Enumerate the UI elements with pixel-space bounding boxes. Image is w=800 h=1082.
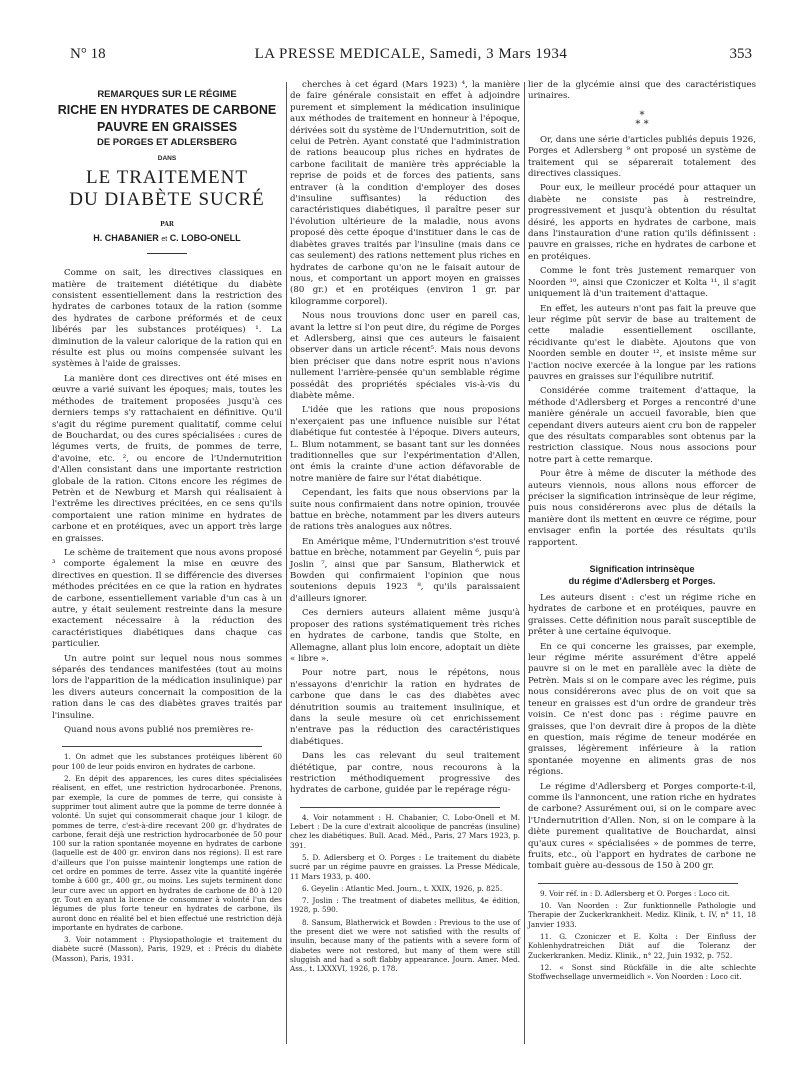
section-title-line-1: Signification intrinsèque [589, 564, 695, 575]
paragraph: Ces derniers auteurs allaient même jusqu'à proposer des rations systématiquement très riches en hydrates de carbone, tandis que Stolte, en Allemagne, allant plus loin encore, adoptait un diète « libre ». [290, 608, 520, 664]
section-title-line-2: du régime d'Adlersberg et Porges. [568, 576, 716, 587]
col3-body-c [528, 593, 756, 873]
paragraph: Pour eux, le meilleur procédé pour attaquer un diabète ne consiste pas à restreindre, progressivement et jusqu'à obtention du résultat désiré, les apports en hydrates de carbone, mais dans l'instauration d'une ration qu'ils définissent : pauvre en graisses, riche en hydrates de carbone et en protéiques. [528, 183, 756, 262]
col2-footnotes [290, 813, 520, 974]
title-big-2: DU DIABÈTE SUCRÉ [69, 189, 265, 211]
paragraph: En ce qui concerne les graisses, par exemple, leur régime mérite assurément d'être appelé pauvre si on le met en parallèle avec la diète de Petrèn. Mais si on le compare avec les régime, puis nous considérerons avec plus de on voit que sa teneur en graisses est d'un ordre de grandeur très voisin. Ce n'est donc pas : régime pauvre en graisses, que l'on devrait dire à propos de la diète en question, mais régime de teneur modérée en graisses, légèrement inférieure à la ration spontanée moyenne en aliments gras de nos régions. [528, 641, 756, 778]
title-line-3: PAUVRE EN GRAISSES [96, 120, 238, 134]
paragraph: Quand nous avons publié nos premières re- [64, 725, 254, 736]
paragraph: Considérée comme traitement d'attaque, la méthode d'Adlersberg et Porges a rencontré d'une manière générale un accueil favorable, bien que cependant divers auteurs aient cru bon de rappeler que des résultats comparables sont obtenus par la restriction classique. Nous nous associons pour notre part à cette remarque. [528, 386, 756, 465]
author-et: et [161, 235, 168, 243]
col3-body-b [528, 135, 756, 549]
paragraph: Le schème de traitement que nous avons proposé ³ comporte également la mise en œuvre des directives en question. Il se différencie des diverses méthodes précitées en ce que la ration en hydrates de carbone, essentiellement variable d'un cas à un autre, y était seulement restreinte dans la mesure exactement nécessaire à la réduction des caractéristiques diabétiques dans chaque cas particulier. [52, 547, 282, 650]
paragraph: En effet, les auteurs n'ont pas fait la preuve que leur régime pût servir de base au traitement de cette maladie essentiellement oscillante, récidivante qu'est le diabète. Ajoutons que von Noorden semble en douter ¹², et insiste même sur l'action nocive exercée à la longue par les rations pauvres en graisses sur l'équilibre nutritif. [528, 303, 756, 382]
paragraph: Pour notre part, nous le répétons, nous n'essayons d'enrichir la ration en hydrates de carbone que dans le cas des diabètes avec dénutrition soumis au traitement insulinique, et dans la seule mesure où cet enrichissement n'entrave pas la réduction des caractéristiques diabétiques. [290, 668, 520, 747]
footnote: 3. Voir notamment : Physiopathologie et traitement du diabète sucré (Masson), Paris, 1929, et : Précis du diabète (Masson), Paris, 1931. [52, 935, 282, 963]
column-rule-1 [286, 82, 287, 1044]
col3-body-a [528, 80, 756, 103]
paragraph: lier de la glycémie ainsi que des caractéristiques urinaires. [528, 80, 756, 102]
title-dans: DANS [157, 155, 177, 162]
footnote-rule [62, 746, 262, 747]
paragraph: En Amérique même, l'Undernutrition s'est trouvé battue en brèche, notamment par Geyelin ⁶, puis par Joslin ⁷, ainsi que par Sansum, Blatherwick et Bowden qui confirmaient l'opinion que nous soutenions depuis 1923 ⁸, qu'ils paraissaient d'ailleurs ignorer. [290, 536, 520, 604]
author-2: C. LOBO-ONELL [169, 232, 241, 243]
paragraph: Un autre point sur lequel nous nous sommes séparés des tendances manifestées (tout au moins lors de l'apparition de la médication insulinique) par les divers auteurs concernait la composition de la ration dans le cas des diabètes graves traités par l'insuline. [52, 653, 282, 721]
column-1 [52, 80, 282, 966]
title-rule [147, 253, 187, 254]
col1-body [52, 268, 282, 736]
section-stars: * * * [635, 109, 649, 130]
page-number: 353 [729, 46, 752, 62]
paragraph: Or, dans une série d'articles publiés depuis 1926, Porges et Adlersberg ⁹ ont proposé un système de traitement qui se séparerait totalement des directives classiques. [528, 134, 756, 180]
title-line-1: REMARQUES SUR LE RÉGIME [97, 89, 237, 100]
paragraph: Comme le font très justement remarquer von Noorden ¹⁰, ainsi que Czoniczer et Kolta ¹¹, il s'agit uniquement là d'un traitement d'attaque. [528, 266, 756, 300]
footnote: 1. On admet que les substances protéiques libèrent 60 pour 100 de leur poids environ en hydrates de carbone. [52, 752, 282, 771]
column-3 [528, 80, 756, 984]
page-header [70, 46, 752, 68]
title-big-1: LE TRAITEMENT [86, 167, 248, 189]
footnote: 10. Van Noorden : Zur funktionnelle Pathologie und Therapie der Zuckerkrankheit. Mediz. Klinik, t. IV, n° 11, 18 Janvier 1933. [528, 901, 756, 929]
footnote: 5. D. Adlersberg et O. Porges : Le traitement du diabète sucré par un régime pauvre en graisses. La Presse Médicale, 11 Mars 1933, p. 400. [290, 852, 520, 881]
paragraph: La manière dont ces directives ont été mises en œuvre a varié suivant les époques; mais, toutes les méthodes de traitement proposées jusqu'à ces derniers temps s'y rattachaient en définitive. Qu'il s'agit du régime purement qualitatif, comme celui de Bouchardat, ou des cures spécialisées : cures de légumes verts, de fruits, de pommes de terre, d'avoine, etc. ², ou encore de l'Undernutrition d'Allen consistant dans une importante restriction globale de la ration. Citons encore les régimes de Petrèn et de Newburg et Marsh qui réalisaient à l'extrême les directives précitées, en ce sens qu'ils comportaient une ration minime en hydrates de carbone et en protéiques, avec un apport très large en graisses. [52, 373, 282, 544]
title-line-4: DE PORGES ET ADLERSBERG [96, 137, 238, 148]
column-2 [290, 80, 520, 977]
paragraph: Le régime d'Adlersberg et Porges comporte-t-il, comme ils l'annoncent, une ration riche en hydrates de carbone? Assurément oui, si on le compare avec l'Undernutrition d'Allen. Non, si on le compare à la diète purement qualitative de Bouchardat, ainsi qu'aux cures « spécialisées » de pommes de terre, fruits, etc., où l'apport en hydrates de carbone ne tombait guère au-dessous de 150 à 200 gr. [528, 781, 756, 872]
author-1: H. CHABANIER [93, 232, 159, 243]
paragraph: Pour être à même de discuter la méthode des auteurs viennois, nous allons nous efforcer de préciser la signification intrinsèque de leur régime, puis nous considérerons avec plus de détails la manière dont ils mettent en œuvre ce régime, pour envisager enfin la portée des résultats qu'ils rapportent. [528, 469, 756, 548]
footnote: 2. En dépit des apparences, les cures dites spécialisées réalisent, en effet, une restriction hydrocarbonée. Prenons, par exemple, la cure de pommes de terre, qui consiste à supprimer tout aliment autre que la pomme de terre donnée à volonté. Un sujet qui consommerait chaque jour 1 kilogr. de pommes de terre, c'est-à-dire recevant 200 gr. d'hydrates de carbone, ferait déjà une restriction hydrocarbonée de 50 pour 100 sur la ration spontanée moyenne en hydrates de carbone (laquelle est de 400 gr. environ dans nos régions). Il est rare d'ailleurs que l'on puisse maintenir longtemps une ration de cet ordre en pommes de terre. Assez vite la quantité ingérée tombe à 600 gr., 400 gr., ou moins. Les sujets terminent donc leur cure avec un apport en hydrates de carbone de 80 à 120 gr. Tout en ayant la licence de consommer à volonté l'un des légumes de plus forte teneur en hydrates de carbone, ils auront donc en réalité bel et bien effectué une restriction déjà importante en hydrates de carbone. [52, 774, 282, 932]
journal-title: LA PRESSE MEDICALE, Samedi, 3 Mars 1934 [254, 46, 568, 62]
authors [52, 233, 282, 245]
footnote: 12. « Sonst sind Rückfälle in die alte schlechte Stoffwechsellage unvermeidlich ». Von Noorden : Loco cit. [528, 962, 756, 982]
paragraph: cherches à cet égard (Mars 1923) ⁴, la manière de faire générale consistait en effet à adjoindre purement et simplement la médication insulinique aux méthodes de traitement en honneur à l'époque, dérivées soit du système de l'Undernutrition, soit de celui de Petrèn. Ayant constaté que l'administration de rations beaucoup plus riches en hydrates de carbone facilitait de manière très appréciable la reprise de poids et de forces des patients, sans entraver (à la condition d'employer des doses d'insuline suffisantes) la réduction des caractéristiques diabétiques, il paraître peser sur l'évolution ultérieure de la maladie, nous avons proposé dès cette époque d'instituer dans le cas de diabètes graves traités par l'insuline (mais dans ce cas seulement) des rations nettement plus riches en hydrates de carbone qu'on ne le faisait autour de nous, et comportant un apport moyen en graisses (80 gr.) et en protéiques (environ 1 gr. par kilogramme corporel). [290, 80, 520, 307]
footnote: 9. Voir réf. in : D. Adlersberg et O. Porges : Loco cit. [540, 888, 730, 898]
footnote: 7. Joslin : The treatment of diabetes mellitus, 4e édition, 1928, p. 590. [290, 896, 520, 915]
footnote: 8. Sansum, Blatherwick et Bowden : Previous to the use of the present diet we were not satisfied with the results of insulin, because many of the patients with a severe form of diabetes were not restored, but many of them were still sluggish and had a soft flabby appearance. Journ. Amer. Med. Ass., t. LXXXVI, 1926, p. 178. [290, 917, 520, 974]
title-par: PAR [160, 221, 174, 229]
paragraph: L'idée que les rations que nous proposions n'exerçaient pas une influence nuisible sur l'état diabétique fut contestée à l'époque. Divers auteurs, L. Blum notamment, se basant tant sur les données traditionnelles que sur l'expérimentation d'Allen, ont émis la crainte d'une action défavorable de notre manière de faire sur l'état diabétique. [290, 405, 520, 484]
paragraph: Nous nous trouvions donc user en pareil cas, avant la lettre si l'on peut dire, du régime de Porges et Adlersberg, ainsi que ces auteurs le faisaient observer dans un article récent⁵. Mais nous devons bien préciser que dans notre esprit nous n'avions nullement l'arrière-pensée qu'un semblable régime possédât des propriétés spéciales vis-à-vis du diabète même. [290, 311, 520, 401]
footnote: 4. Voir notamment : H. Chabanier, C. Lobo-Onell et M. Lebert : De la cure d'extrait alcoolique de pancréas (insuline) chez les diabétiques. Bull. Acad. Méd., Paris, 27 Mars 1923, p. 391. [290, 812, 520, 850]
paragraph: Cependant, les faits que nous observions par la suite nous confirmaient dans notre opinion, trouvée battue en brèche, notamment par les divers auteurs de rations très analogues aux nôtres. [290, 488, 520, 533]
footnote-rule [538, 883, 738, 884]
paragraph: Les auteurs disent : c'est un régime riche en hydrates de carbone et en protéiques, pauvre en graisses. Cette définition nous paraît susceptible de prêter à une certaine équivoque. [528, 593, 756, 638]
footnote-rule [300, 807, 500, 808]
issue-number: N° 18 [70, 46, 106, 62]
article-title [52, 88, 282, 254]
col2-body [290, 80, 520, 797]
paragraph: Comme on sait, les directives classiques en matière de traitement diététique du diabète consistent essentiellement dans la restriction des hydrates de carbones totaux de la ration (somme des hydrates de carbone préformés et de ceux libérés par les substances protéiques) ¹. La diminution de la valeur calorique de la ration qui en résulte est plus ou moins compensée suivant les systèmes à l'aide de graisses. [52, 268, 282, 370]
col1-footnotes [52, 752, 282, 963]
title-line-2: RICHE EN HYDRATES DE CARBONE [57, 103, 277, 117]
section-title [528, 563, 756, 587]
footnote: 11. G. Czoniczer et E. Kolta : Der Einfluss der Kohlenhydratreichen Diät auf die Toleranz der Zuckerkranken. Mediz. Klinik., n° 22, Juin 1932, p. 752. [528, 931, 756, 960]
paragraph: Dans les cas relevant du seul traitement diététique, par contre, nous recourons à la restriction méthodiquement progressive des hydrates de carbone, guidée par le repérage régu- [290, 751, 520, 796]
column-rule-2 [524, 82, 525, 1044]
footnote: 6. Geyelin : Atlantic Med. Journ., t. XXIX, 1926, p. 825. [302, 883, 503, 893]
col3-footnotes [528, 889, 756, 982]
